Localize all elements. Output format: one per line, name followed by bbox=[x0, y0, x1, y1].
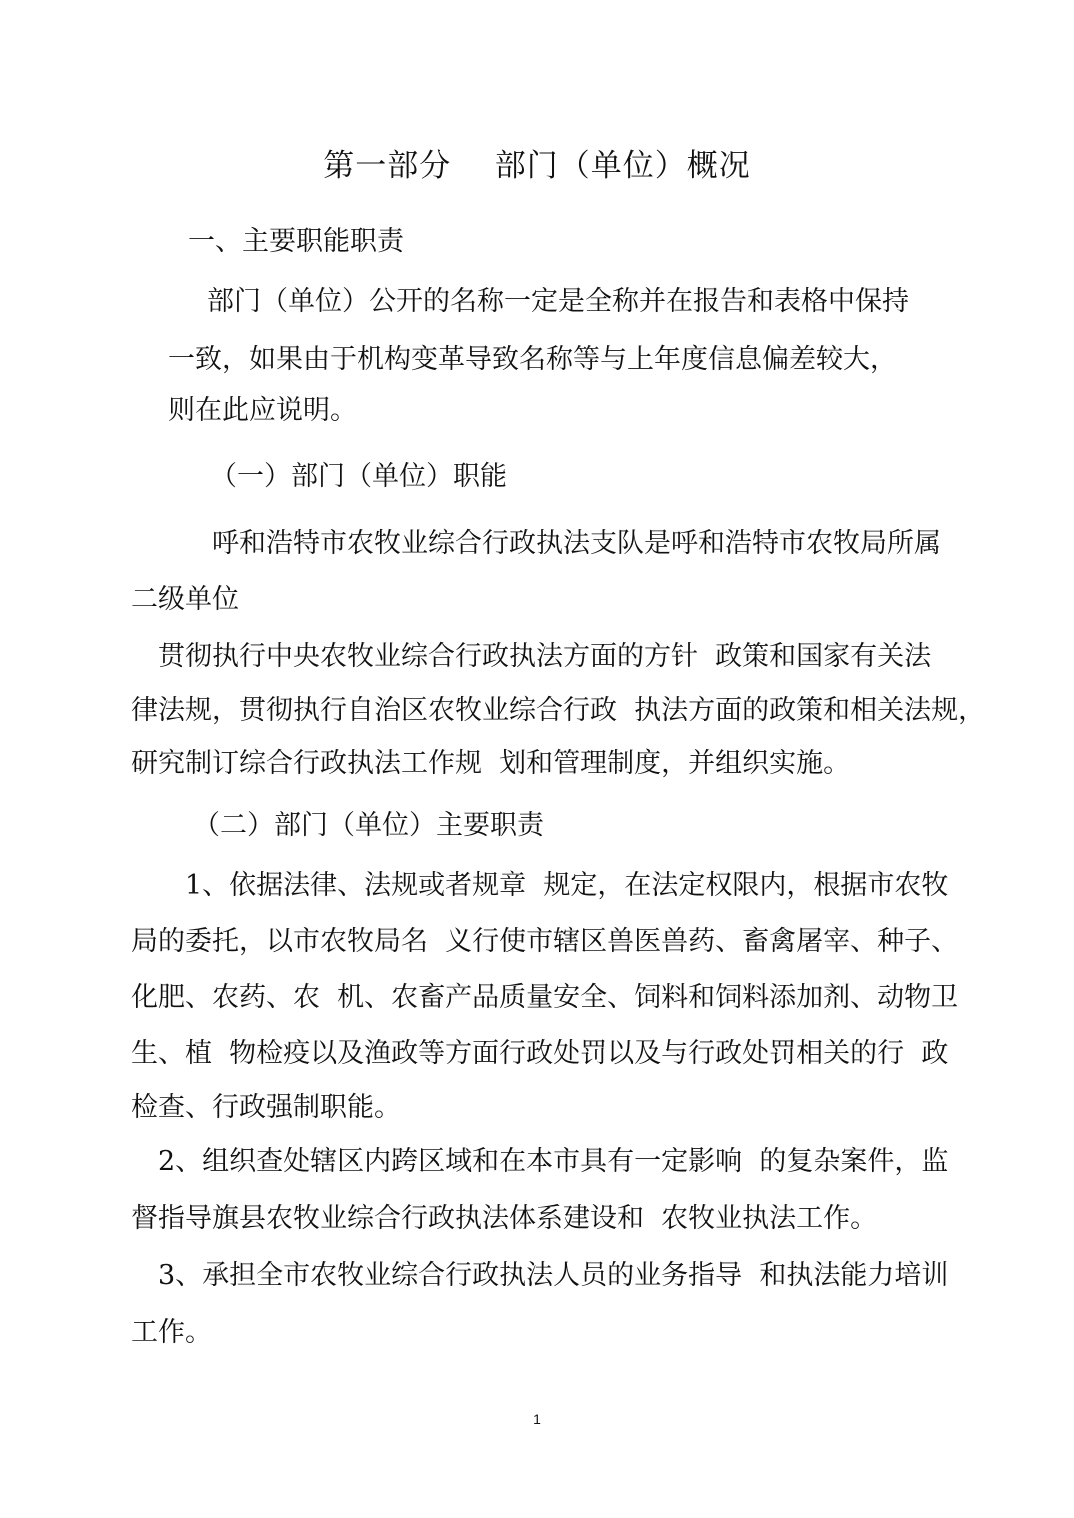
duty-line: 2、组织查处辖区内跨区域和在本市具有一定影响 的复杂案件，监 bbox=[158, 1146, 949, 1177]
functions-line: 贯彻执行中央农牧业综合行政执法方面的方针 政策和国家有关法 bbox=[158, 641, 932, 672]
duty-line: 督指导旗县农牧业综合行政执法体系建设和 农牧业执法工作。 bbox=[131, 1203, 878, 1234]
intro-line: 一致，如果由于机构变革导致名称等与上年度信息偏差较大， bbox=[168, 344, 897, 375]
intro-line: 则在此应说明。 bbox=[168, 395, 357, 426]
functions-line: 律法规，贯彻执行自治区农牧业综合行政 执法方面的政策和相关法规， bbox=[131, 695, 986, 726]
duties-heading: （二）部门（单位）主要职责 bbox=[193, 810, 544, 841]
duty-line: 3、承担全市农牧业综合行政执法人员的业务指导 和执法能力培训 bbox=[158, 1260, 949, 1291]
duty-line: 局的委托，以市农牧局名 义行使市辖区兽医兽药、畜禽屠宰、种子、 bbox=[131, 926, 959, 957]
page-title: 第一部分 部门（单位）概况 bbox=[323, 148, 751, 184]
section-heading: 一、主要职能职责 bbox=[188, 226, 404, 257]
page-number: 1 bbox=[533, 1411, 541, 1427]
duty-line: 生、植 物检疫以及渔政等方面行政处罚以及与行政处罚相关的行 政 bbox=[131, 1038, 949, 1069]
duty-line: 工作。 bbox=[131, 1317, 212, 1348]
duty-line: 化肥、农药、农 机、农畜产品质量安全、饲料和饲料添加剂、动物卫 bbox=[131, 982, 959, 1013]
functions-line: 呼和浩特市农牧业综合行政执法支队是呼和浩特市农牧局所属 bbox=[212, 528, 941, 559]
functions-line: 研究制订综合行政执法工作规 划和管理制度，并组织实施。 bbox=[131, 748, 851, 779]
duty-line: 1、依据法律、法规或者规章 规定，在法定权限内，根据市农牧 bbox=[185, 870, 949, 901]
functions-heading: （一）部门（单位）职能 bbox=[210, 461, 507, 492]
functions-line: 二级单位 bbox=[131, 584, 239, 615]
intro-line: 部门（单位）公开的名称一定是全称并在报告和表格中保持 bbox=[207, 286, 909, 317]
duty-line: 检查、行政强制职能。 bbox=[131, 1092, 401, 1123]
